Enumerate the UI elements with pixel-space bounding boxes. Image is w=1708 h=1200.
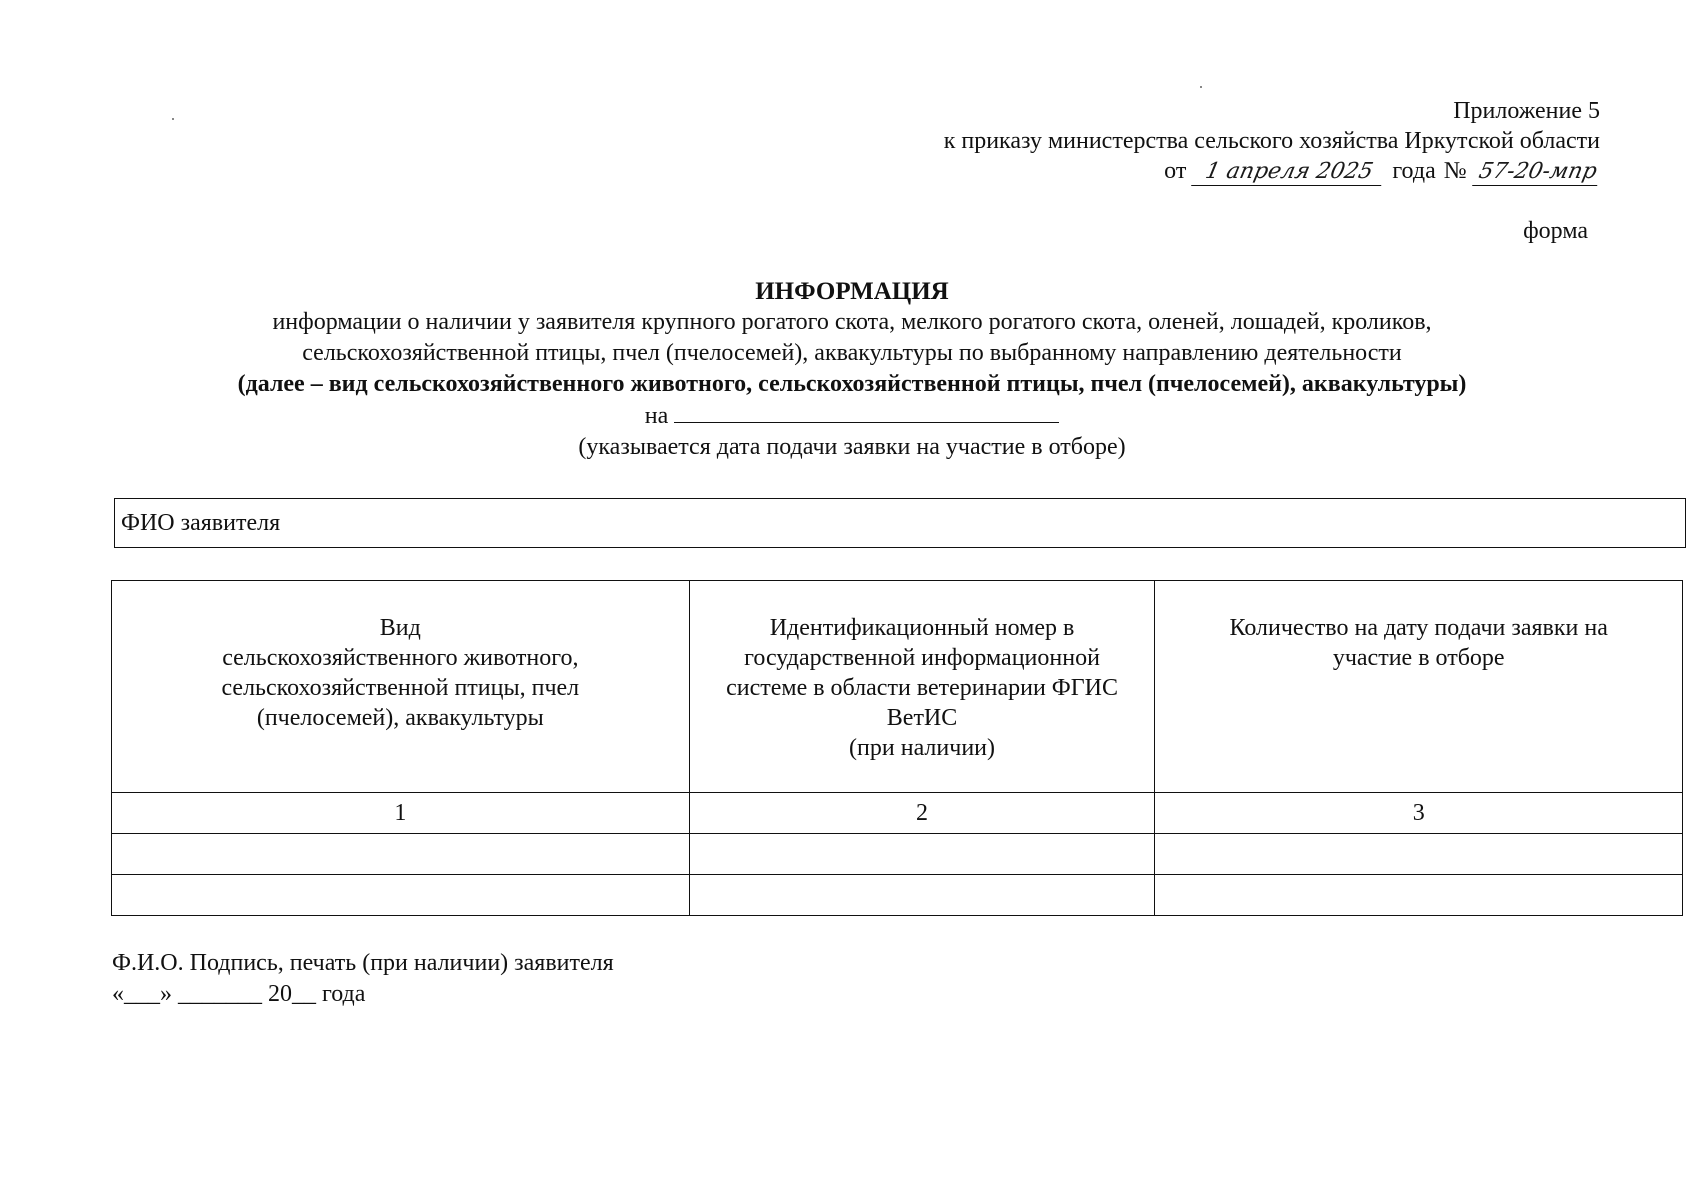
- header-type-text: Вид сельскохозяйственного животного, сельскохозяйственной птицы, пчел (пчелосемей), аквакультуры: [221, 615, 580, 731]
- document-title: ИНФОРМАЦИЯ: [755, 278, 949, 305]
- date-blank[interactable]: [674, 400, 1059, 423]
- column-number: 3: [1155, 793, 1683, 834]
- applicant-name-label: ФИО заявителя: [121, 510, 281, 536]
- empty-cell[interactable]: [689, 834, 1155, 875]
- form-label: форма: [1523, 218, 1588, 244]
- signature-date-line: «___» _______ 20__ года: [112, 981, 366, 1007]
- document-heading: [112, 276, 1592, 463]
- table-header-row: [112, 581, 1683, 793]
- applicant-name-field[interactable]: [114, 498, 1686, 548]
- number-label: №: [1443, 158, 1467, 184]
- column-number: 2: [689, 793, 1155, 834]
- header-cell-id-number: [689, 581, 1155, 793]
- date-entry-line: [112, 400, 1592, 432]
- heading-line-1: информации о наличии у заявителя крупного рогатого скота, мелкого рогатого скота, оленей, лошадей, кроликов,: [272, 309, 1432, 335]
- column-number: 1: [112, 793, 690, 834]
- empty-cell[interactable]: [689, 875, 1155, 916]
- empty-cell[interactable]: [1155, 834, 1683, 875]
- appendix-number: Приложение 5: [1453, 98, 1600, 124]
- header-cell-type: [112, 581, 690, 793]
- appendix-header: [944, 96, 1600, 186]
- handwritten-order-number: 57-20-мпр: [1472, 159, 1603, 186]
- empty-cell[interactable]: [1155, 875, 1683, 916]
- from-label: от: [1164, 158, 1187, 184]
- heading-line-2: сельскохозяйственной птицы, пчел (пчелосемей), аквакультуры по выбранному направлению деятельности: [302, 340, 1402, 366]
- column-number-row: [112, 793, 1683, 834]
- appendix-order-ref: к приказу министерства сельского хозяйства Иркутской области: [943, 128, 1600, 154]
- year-label: года: [1392, 158, 1436, 184]
- handwritten-date: 1 апреля 2025: [1191, 159, 1387, 186]
- on-label: на: [644, 403, 669, 429]
- appendix-order-date-line: [944, 156, 1600, 186]
- header-id-text: Идентификационный номер в государственной информационной системе в области ветеринарии ФГИС ВетИС (при наличии): [726, 615, 1118, 761]
- header-cell-quantity: [1155, 581, 1683, 793]
- animals-table: [111, 580, 1683, 916]
- table-row: [112, 875, 1683, 916]
- signature-line: Ф.И.О. Подпись, печать (при наличии) заявителя: [112, 950, 614, 976]
- date-note: (указывается дата подачи заявки на участие в отборе): [578, 434, 1126, 460]
- signature-block: [112, 948, 614, 1010]
- scan-speck: [172, 118, 174, 120]
- empty-cell[interactable]: [112, 875, 690, 916]
- table-row: [112, 834, 1683, 875]
- header-quantity-text: Количество на дату подачи заявки на участие в отборе: [1229, 615, 1608, 671]
- empty-cell[interactable]: [112, 834, 690, 875]
- scan-speck: [1200, 86, 1202, 88]
- heading-line-3: (далее – вид сельскохозяйственного животного, сельскохозяйственной птицы, пчел (пчелосемей), аквакультуры): [237, 371, 1467, 397]
